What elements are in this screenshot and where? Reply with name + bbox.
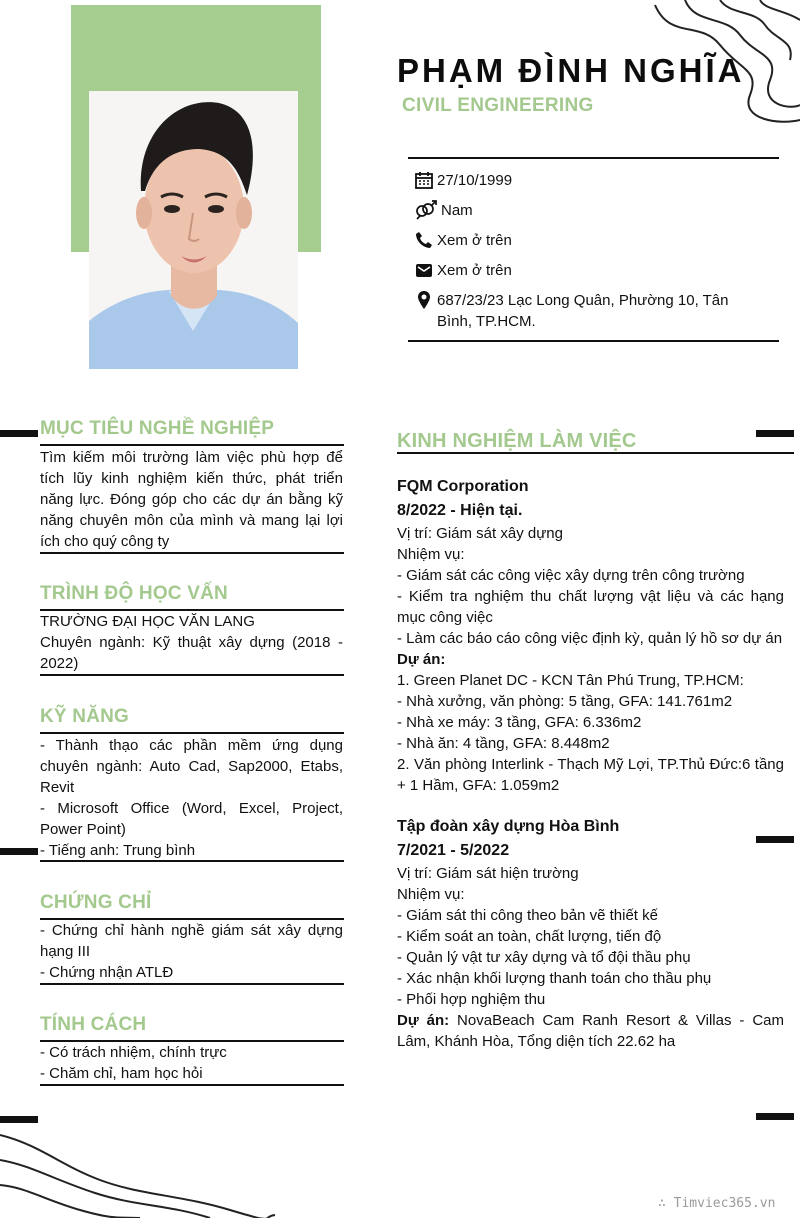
education-school: TRƯỜNG ĐẠI HỌC VĂN LANG (40, 613, 255, 630)
job-company: Tập đoàn xây dựng Hòa Bình (397, 818, 620, 835)
skill-item: - Thành thạo các phần mềm ứng dụng chuyên ngành: Auto Cad, Sap2000, Etabs, Revit (40, 737, 343, 796)
personality-item: - Chăm chỉ, ham học hỏi (40, 1065, 203, 1082)
job-period: 7/2021 - 5/2022 (397, 842, 510, 859)
decorative-waves-bottom-left (0, 1125, 280, 1218)
job-line: Nhiệm vụ: (397, 886, 465, 903)
side-bar-right-3 (756, 1113, 794, 1120)
side-bar-right-1 (756, 430, 794, 437)
certificates-body (40, 920, 343, 983)
side-bar-left-2 (0, 848, 38, 855)
skill-item: - Tiếng anh: Trung bình (40, 842, 196, 859)
objective-heading: MỤC TIÊU NGHỀ NGHIỆP (40, 418, 275, 439)
job-period: 8/2022 - Hiện tại. (397, 502, 523, 519)
personality-bottom-rule (40, 1084, 344, 1086)
info-email (414, 260, 512, 281)
job-company: FQM Corporation (397, 478, 529, 495)
gender-value: Nam (441, 202, 473, 219)
job-line: - Kiểm soát an toàn, chất lượng, tiến độ (397, 928, 662, 945)
job-line: Nhiệm vụ: (397, 546, 465, 563)
education-major: Chuyên ngành: Kỹ thuật xây dựng (2018 - 2022) (40, 634, 343, 672)
project-label: Dự án: (397, 1012, 450, 1029)
email-value: Xem ở trên (437, 262, 512, 279)
job-line: - Phối hợp nghiệm thu (397, 991, 546, 1008)
calendar-icon (414, 170, 434, 190)
job-line: - Kiểm tra nghiệm thu chất lượng vật liệu và các hạng mục công việc (397, 588, 784, 626)
dob-value: 27/10/1999 (437, 172, 513, 189)
job-line: - Xác nhận khối lượng thanh toán cho thầu phụ (397, 970, 712, 987)
project-text: NovaBeach Cam Ranh Resort & Villas - Cam Lâm, Khánh Hòa, Tổng diện tích 22.62 ha (397, 1012, 784, 1050)
watermark: ∴ Timviec365.vn (658, 1196, 776, 1211)
gender-icon (414, 200, 438, 220)
address-value: 687/23/23 Lạc Long Quân, Phường 10, Tân Bình, TP.HCM. (437, 292, 729, 330)
project-line: 2. Văn phòng Interlink - Thạch Mỹ Lợi, TP.Thủ Đức:6 tầng + 1 Hầm, GFA: 1.059m2 (397, 756, 784, 794)
job-entry-2 (397, 815, 784, 1052)
info-bottom-rule (408, 340, 779, 342)
job-line: - Giám sát thi công theo bản vẽ thiết kế (397, 907, 658, 924)
project-label: Dự án: (397, 651, 446, 668)
skills-body (40, 735, 343, 861)
job-details (397, 863, 784, 1052)
location-icon (414, 290, 434, 310)
phone-icon (414, 230, 434, 250)
certificate-item: - Chứng nhận ATLĐ (40, 964, 174, 981)
education-heading: TRÌNH ĐỘ HỌC VẤN (40, 583, 228, 604)
side-bar-left-3 (0, 1116, 38, 1123)
education-bottom-rule (40, 674, 344, 676)
job-line: Vị trí: Giám sát hiện trường (397, 865, 579, 882)
skills-bottom-rule (40, 860, 344, 862)
info-dob (414, 170, 512, 191)
skills-top-rule (40, 732, 344, 734)
page-title: PHẠM ĐÌNH NGHĨA (397, 52, 745, 89)
job-details (397, 523, 784, 796)
skill-item: - Microsoft Office (Word, Excel, Project, Power Point) (40, 800, 343, 838)
job-title: CIVIL ENGINEERING (402, 95, 594, 116)
objective-text: Tìm kiếm môi trường làm việc phù hợp để tích lũy kinh nghiệm kiến thức, phát triển năng lực. Đóng góp cho các dự án bằng kỹ năng chuyên môn của mình và mang lại lợi ích cho quý công ty (40, 449, 343, 550)
personality-heading: TÍNH CÁCH (40, 1014, 147, 1035)
info-address (414, 290, 744, 332)
job-line: - Giám sát các công việc xây dựng trên công trường (397, 567, 745, 584)
objective-bottom-rule (40, 552, 344, 554)
objective-top-rule (40, 444, 344, 446)
job-entry-1 (397, 475, 784, 796)
info-top-rule (408, 157, 779, 159)
experience-heading: KINH NGHIỆM LÀM VIỆC (397, 430, 637, 452)
personality-item: - Có trách nhiệm, chính trực (40, 1044, 227, 1061)
email-icon (414, 260, 434, 280)
experience-rule (397, 452, 794, 454)
certificates-heading: CHỨNG CHỈ (40, 892, 152, 913)
phone-value: Xem ở trên (437, 232, 512, 249)
avatar (89, 91, 298, 369)
job-line: - Quản lý vật tư xây dựng và tổ đội thầu phụ (397, 949, 691, 966)
job-line: Vị trí: Giám sát xây dựng (397, 525, 563, 542)
job-line: - Làm các báo cáo công việc định kỳ, quản lý hồ sơ dự án (397, 630, 783, 647)
side-bar-left-1 (0, 430, 38, 437)
certificates-bottom-rule (40, 983, 344, 985)
project-line: - Nhà xưởng, văn phòng: 5 tầng, GFA: 141.761m2 (397, 693, 733, 710)
project-line: 1. Green Planet DC - KCN Tân Phú Trung, TP.HCM: (397, 672, 744, 689)
project-line: - Nhà ăn: 4 tầng, GFA: 8.448m2 (397, 735, 610, 752)
project-line: - Nhà xe máy: 3 tầng, GFA: 6.336m2 (397, 714, 642, 731)
project-paragraph (397, 1010, 784, 1052)
info-gender (414, 200, 473, 221)
education-body (40, 611, 343, 674)
portrait-image (89, 91, 298, 369)
personality-body (40, 1042, 343, 1084)
info-phone (414, 230, 512, 251)
certificate-item: - Chứng chỉ hành nghề giám sát xây dựng hạng III (40, 922, 343, 960)
skills-heading: KỸ NĂNG (40, 706, 130, 727)
